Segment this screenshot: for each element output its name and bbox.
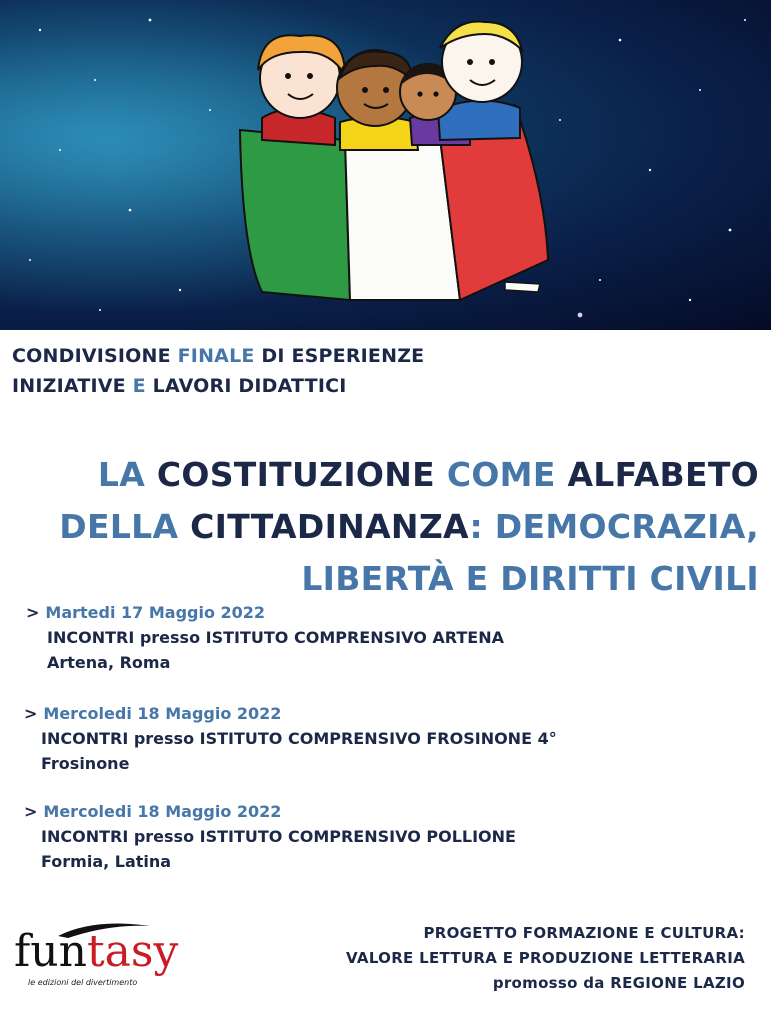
subtitle-text: INIZIATIVE xyxy=(12,375,133,397)
event-item xyxy=(24,799,516,874)
event-item xyxy=(26,600,504,675)
project-line-1: PROGETTO FORMAZIONE E CULTURA: xyxy=(423,924,745,942)
arrow-icon: > xyxy=(24,802,38,821)
arrow-icon: > xyxy=(26,603,40,622)
title-text: LIBERTÀ E DIRITTI CIVILI xyxy=(301,559,759,598)
project-line-3: promosso da REGIONE LAZIO xyxy=(492,974,745,992)
subtitle-text: FINALE xyxy=(177,345,262,367)
main-title xyxy=(59,449,759,605)
fantasy-logo xyxy=(14,920,200,1000)
project-line-2: VALORE LETTURA E PRODUZIONE LETTERARIA xyxy=(346,949,745,967)
event-place: Artena, Roma xyxy=(47,653,171,672)
event-place: Formia, Latina xyxy=(41,852,172,871)
event-venue: INCONTRI presso ISTITUTO COMPRENSIVO ARTENA xyxy=(47,628,504,647)
event-date: Martedi 17 Maggio 2022 xyxy=(45,603,266,622)
logo-letter-f: f xyxy=(14,926,31,977)
event-venue: INCONTRI presso ISTITUTO COMPRENSIVO POLLIONE xyxy=(41,827,516,846)
subtitle-line-2 xyxy=(12,371,424,401)
project-info xyxy=(346,921,745,996)
subtitle-line-1 xyxy=(12,341,424,371)
event-item xyxy=(24,701,557,776)
arrow-icon: > xyxy=(24,704,38,723)
logo-tagline: le edizioni del divertimento xyxy=(28,978,138,987)
title-text: DELLA xyxy=(59,507,191,546)
title-text: COME xyxy=(446,455,568,494)
event-venue: INCONTRI presso ISTITUTO COMPRENSIVO FROSINONE 4° xyxy=(41,729,557,748)
subtitle xyxy=(12,341,424,401)
title-text: COSTITUZIONE xyxy=(156,455,447,494)
subtitle-text: LAVORI DIDATTICI xyxy=(152,375,347,397)
logo-letters-un: un xyxy=(30,926,87,977)
logo-letters-tasy: tasy xyxy=(86,926,179,977)
subtitle-text: E xyxy=(132,375,153,397)
title-text: ALFABETO xyxy=(567,455,759,494)
subtitle-text: CONDIVISIONE xyxy=(12,345,178,367)
title-line-1 xyxy=(59,449,759,501)
title-line-3 xyxy=(59,553,759,605)
logo-wordmark xyxy=(14,926,178,978)
hero-illustration xyxy=(0,0,771,330)
subtitle-text: DI ESPERIENZE xyxy=(261,345,425,367)
event-place: Frosinone xyxy=(41,754,130,773)
event-date: Mercoledi 18 Maggio 2022 xyxy=(43,704,282,723)
children-with-flag-illustration xyxy=(0,0,771,330)
title-text: : DEMOCRAZIA, xyxy=(469,507,759,546)
title-line-2 xyxy=(59,501,759,553)
title-text: CITTADINANZA xyxy=(190,507,470,546)
event-date: Mercoledi 18 Maggio 2022 xyxy=(43,802,282,821)
title-text: LA xyxy=(97,455,157,494)
